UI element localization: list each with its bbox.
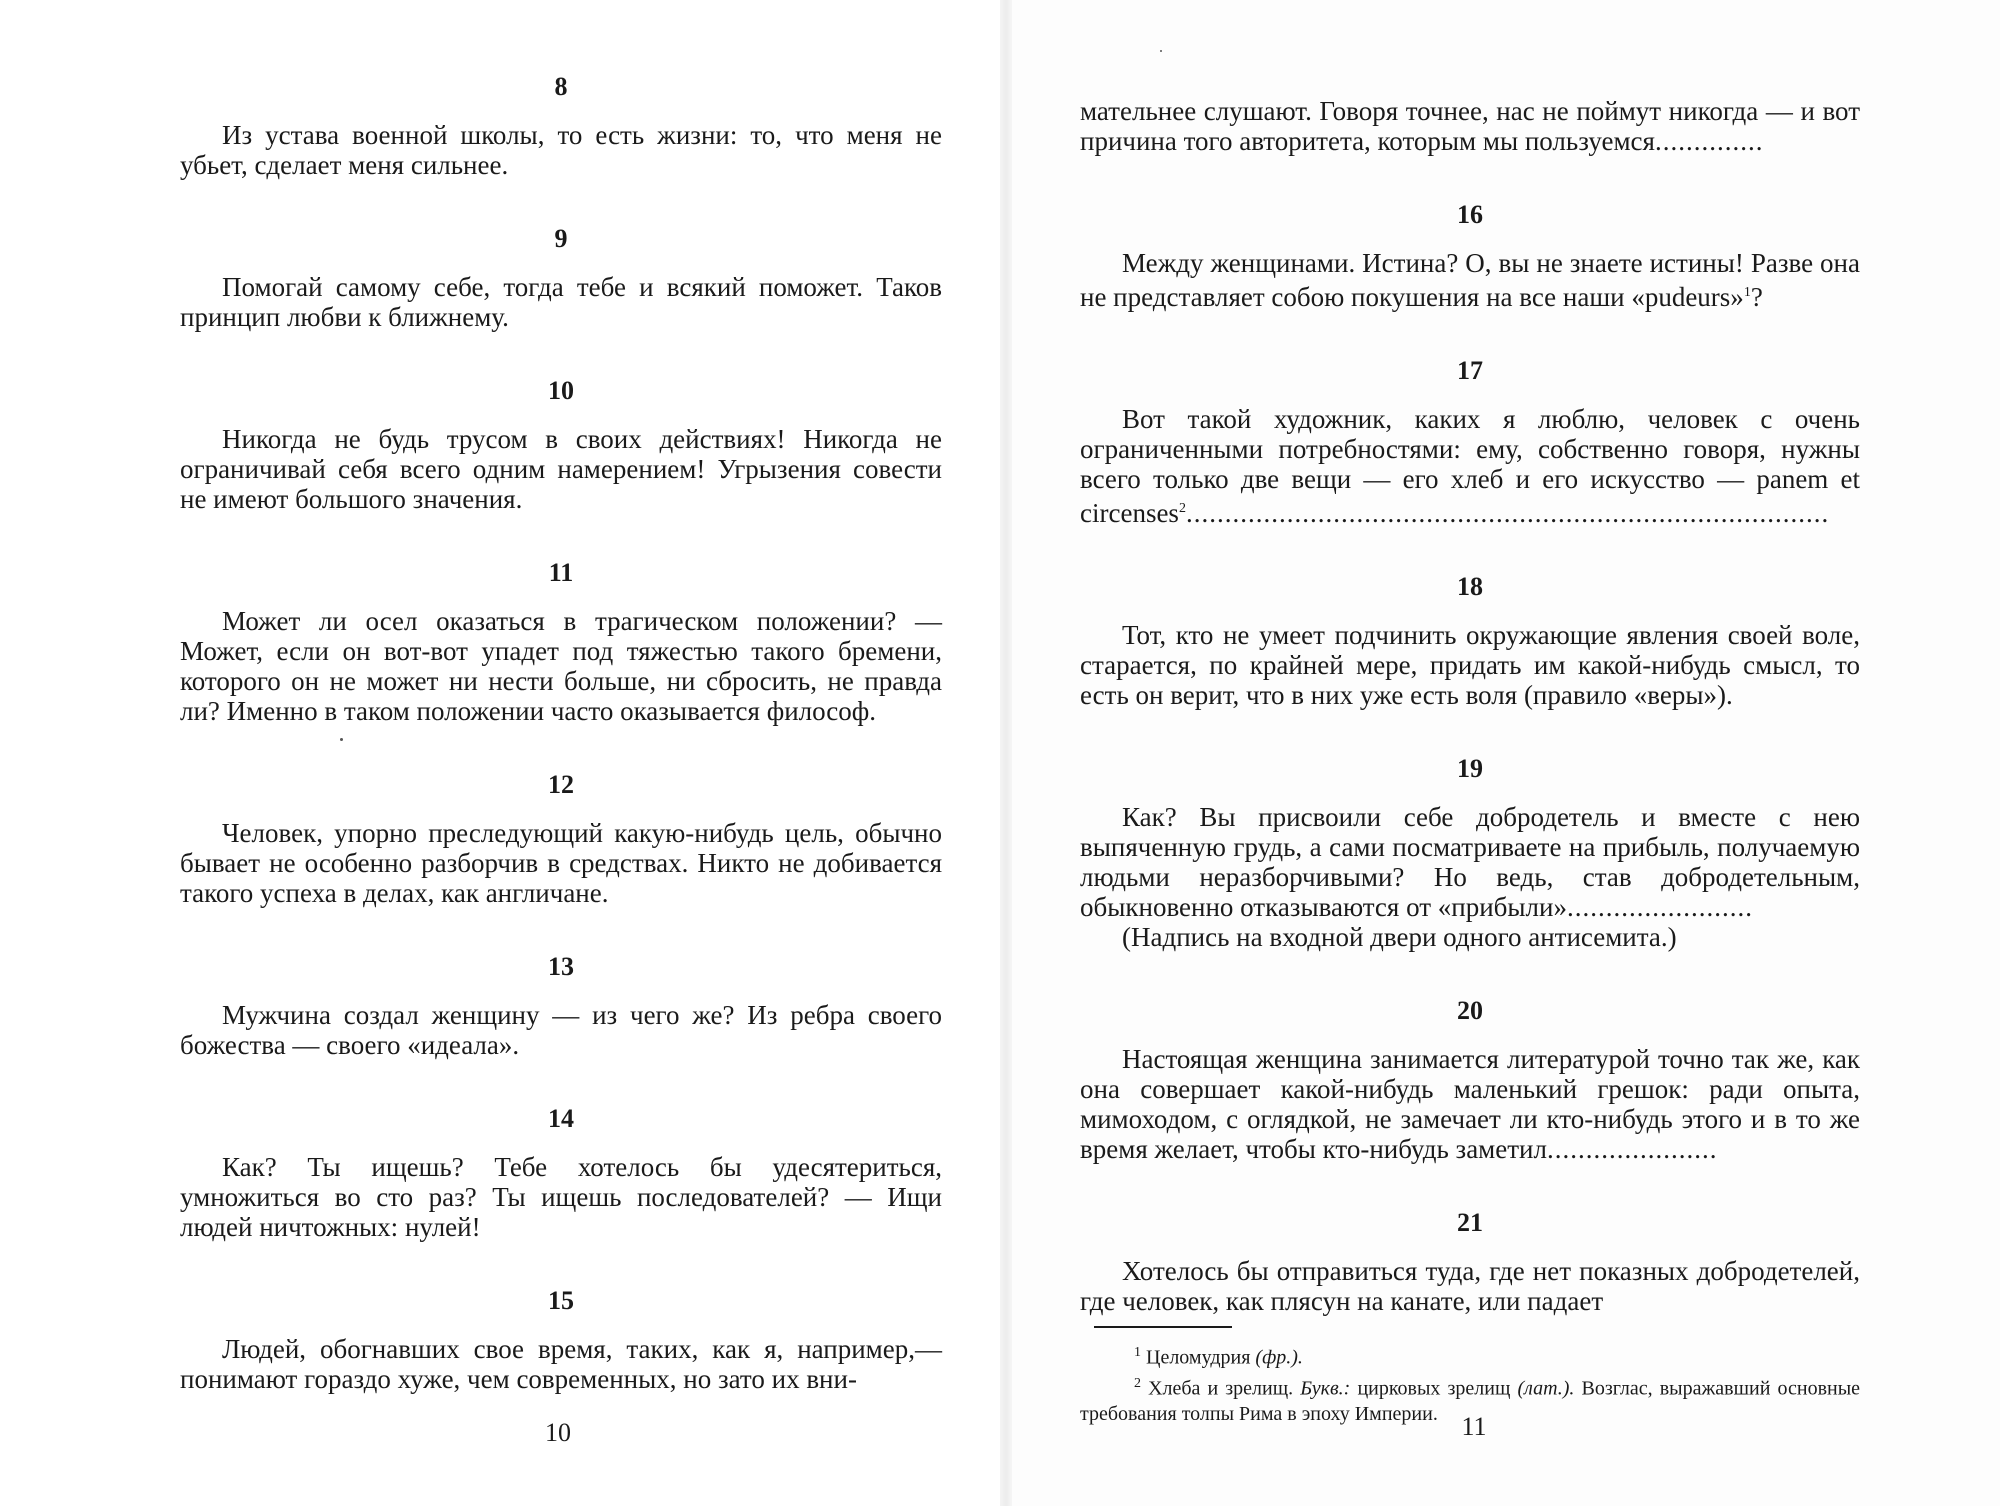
aphorism-text: Может ли осел оказаться в трагическом положении? — Может, если он вот-вот упадет под тяжестью такого бремени, которого он не может ни нести больше, ни сбросить, не правда ли? Именно в таком положении часто оказывается философ. xyxy=(180,606,942,726)
book-gutter xyxy=(1000,0,1012,1506)
ellipsis-dots: .............. xyxy=(1654,126,1764,156)
section-number: 21 xyxy=(1457,1208,1483,1237)
footnote-text: Возглас, выражавший основные требования толпы Рима в эпоху Империи. xyxy=(1080,1377,1861,1426)
ellipsis-dots: ........................ xyxy=(1566,892,1753,922)
page-number: 10 xyxy=(545,1418,571,1447)
aphorism-text: Хотелось бы отправиться туда, где нет показных добродетелей, где человек, как плясун на канате, или падает xyxy=(1080,1256,1860,1316)
aphorism-text: Как? Ты ищешь? Тебе хотелось бы удесятериться, умножиться во сто раз? Ты ищешь последователей? — Ищи людей ничтожных: нулей! xyxy=(180,1152,942,1242)
section-number: 9 xyxy=(554,224,568,253)
page-number: 11 xyxy=(1461,1412,1487,1441)
aphorism-text: Человек, упорно преследующий какую-нибудь цель, обычно бывает не особенно разборчив в средствах. Никто не добивается такого успеха в делах, как англичане. xyxy=(180,818,942,908)
right-text-column xyxy=(1080,96,1860,1427)
footnote-rule xyxy=(1094,1326,1232,1328)
section-number: 8 xyxy=(554,72,568,101)
aphorism-text: Мужчина создал женщину — из чего же? Из ребра своего божества — своего «идеала». xyxy=(180,1000,942,1060)
footnote-text: Хлеба и зрелищ. xyxy=(1148,1377,1294,1400)
aphorism-text: Из устава военной школы, то есть жизни: то, что меня не убьет, сделает меня сильнее. xyxy=(180,120,942,180)
left-text-column xyxy=(180,72,942,1438)
aphorism-text: Тот, кто не умеет подчинить окружающие явления своей воле, старается, по крайней мере, придать им какой-нибудь смысл, то есть он верит, что в них уже есть воля (правило «веры»). xyxy=(1080,620,1860,710)
aphorism-body: Как? Вы присвоили себе добродетель и вместе с нею выпяченную грудь, а сами посматриваете на прибыль, получаемую людьми неразборчивыми? Но ведь, став добродетельным, обыкновенно отказываются от «прибыли» xyxy=(1080,802,1860,922)
section-number: 16 xyxy=(1457,200,1483,229)
footnote-text: цирковых зрелищ xyxy=(1357,1377,1511,1400)
footnote-lang: (лат.). xyxy=(1517,1377,1575,1400)
aphorism-text: Людей, обогнавших свое время, таких, как я, например,— понимают гораздо хуже, чем современных, но зато их вни- xyxy=(180,1334,942,1394)
section-number: 13 xyxy=(548,952,574,981)
section-number: 10 xyxy=(548,376,574,405)
section-number: 12 xyxy=(548,770,574,799)
section-number: 17 xyxy=(1457,356,1483,385)
continued-text-body: мательнее слушают. Говоря точнее, нас не поймут никогда — и вот причина того авторитета, которым мы пользуемся xyxy=(1080,96,1860,156)
ellipsis-dots: ................................................................................... xyxy=(1185,498,1830,528)
footnote-abbrev: Букв.: xyxy=(1300,1377,1351,1400)
aphorism-text xyxy=(1080,248,1860,312)
aphorism-text: Никогда не будь трусом в своих действиях! Никогда не ограничивай себя всего одним намерением! Угрызения совести не имеют большого значения. xyxy=(180,424,942,514)
right-page xyxy=(1012,0,2000,1506)
print-speck xyxy=(1160,50,1162,52)
ellipsis-dots: ...................... xyxy=(1546,1134,1718,1164)
aphorism-body: Настоящая женщина занимается литературой точно так же, как она совершает какой-нибудь маленький грешок: ради опыта, мимоходом, с оглядкой, не замечает ли кто-нибудь этого и в то же время желает, чтобы кто-нибудь заметил xyxy=(1080,1044,1860,1164)
section-number: 15 xyxy=(548,1286,574,1315)
inscription-note: (Надпись на входной двери одного антисемита.) xyxy=(1122,922,1677,952)
aphorism-body: Вот такой художник, каких я люблю, человек с очень ограниченными потребностями: ему, собственно говоря, нужны всего только две вещи — его хлеб и его искусство — panem et circenses xyxy=(1080,404,1860,528)
footnote-1 xyxy=(1080,1340,1860,1371)
section-number: 11 xyxy=(548,558,574,587)
aphorism-text: Помогай самому себе, тогда тебе и всякий поможет. Таков принцип любви к ближнему. xyxy=(180,272,942,332)
aphorism-text xyxy=(1080,1044,1860,1164)
footnote-ref: 2 xyxy=(1178,501,1186,516)
aphorism-text xyxy=(1080,802,1860,922)
section-number: 18 xyxy=(1457,572,1483,601)
section-number: 20 xyxy=(1457,996,1483,1025)
section-number: 19 xyxy=(1457,754,1483,783)
footnote-ref: 1 xyxy=(1743,285,1751,300)
aphorism-tail: ? xyxy=(1750,282,1763,312)
continued-text xyxy=(1080,96,1860,156)
section-number: 14 xyxy=(548,1104,574,1133)
footnote-mark: 1 xyxy=(1134,1345,1141,1360)
print-speck xyxy=(340,738,343,741)
footnote-mark: 2 xyxy=(1134,1375,1141,1391)
aphorism-body: Между женщинами. Истина? О, вы не знаете истины! Разве она не представляет собою покушения на все наши «pudeurs» xyxy=(1080,248,1860,312)
footnote-text: Целомудрия xyxy=(1146,1346,1251,1369)
footnote-lang: (фр.). xyxy=(1255,1346,1303,1369)
aphorism-text xyxy=(1080,404,1860,528)
